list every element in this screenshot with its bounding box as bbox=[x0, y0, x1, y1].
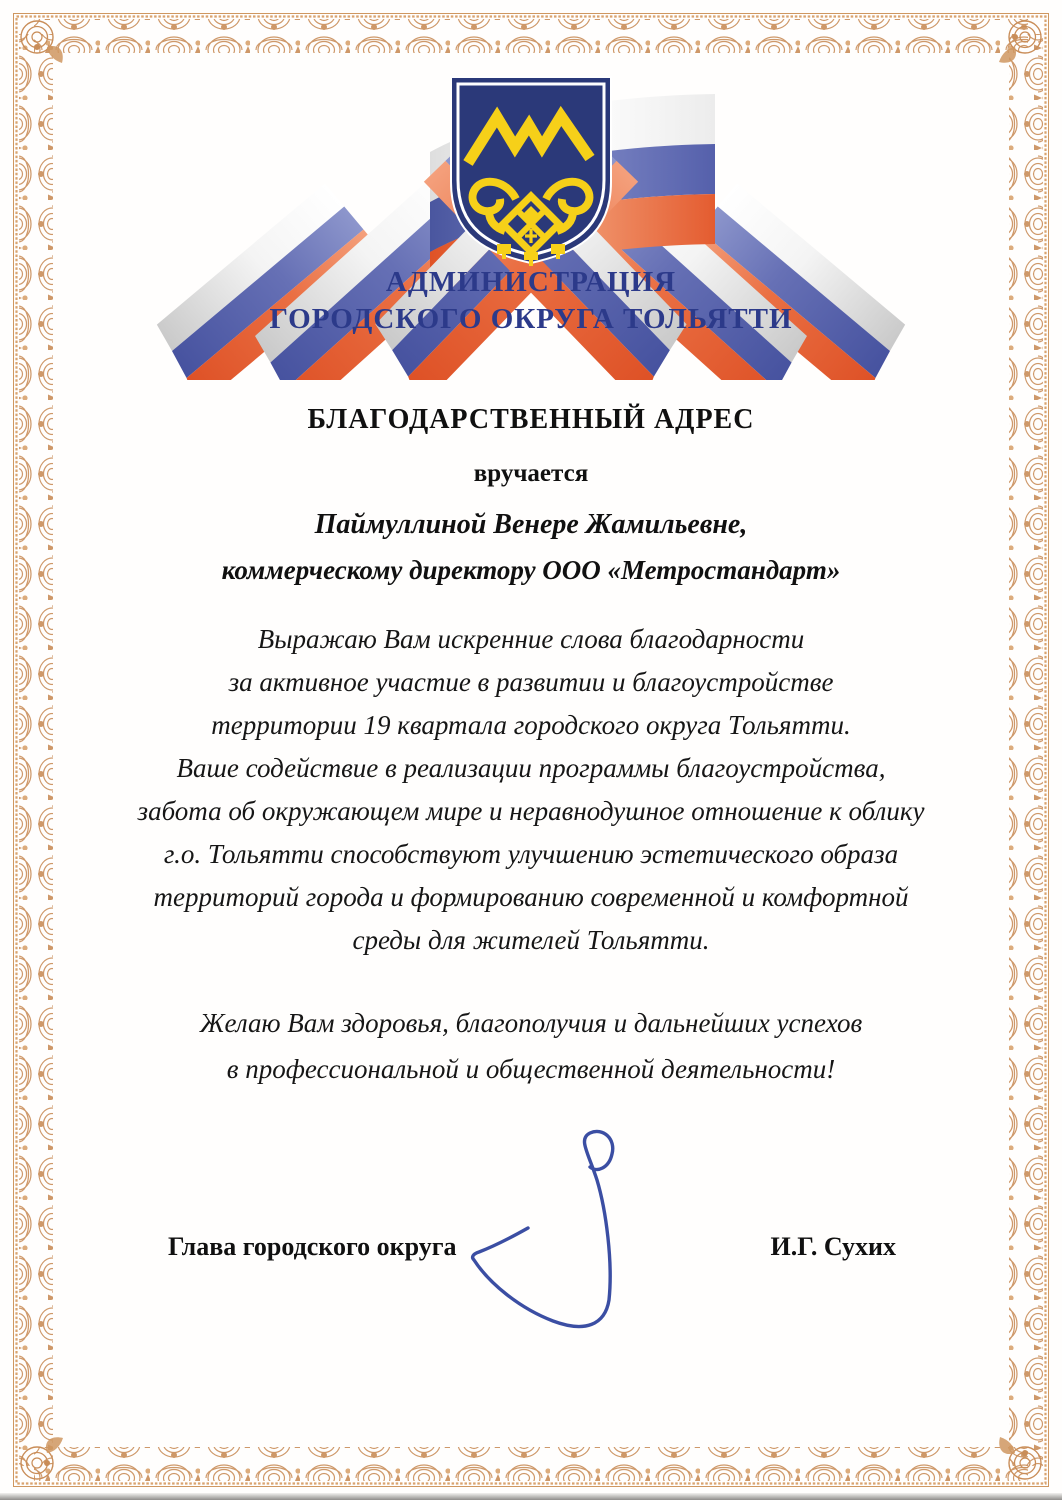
wish-line: в профессиональной и общественной деятельности! bbox=[226, 1054, 836, 1084]
presented-to-label: вручается bbox=[473, 460, 589, 487]
signatory-title: Глава городского округа bbox=[168, 1232, 457, 1261]
body-line: Выражаю Вам искренние слова благодарности bbox=[257, 624, 805, 654]
handwritten-signature bbox=[430, 1120, 690, 1360]
body-line: Ваше содействие в реализации программы благоустройства, bbox=[176, 753, 886, 783]
body-line: территорий города и формированию современной и комфортной bbox=[153, 882, 909, 912]
tolyatti-coat-of-arms bbox=[451, 77, 611, 266]
body-line: за активное участие в развитии и благоустройстве bbox=[228, 667, 834, 697]
scanner-edge-shadow bbox=[0, 1493, 1062, 1500]
body-line: среды для жителей Тольятти. bbox=[352, 925, 710, 955]
signatory-name: И.Г. Сухих bbox=[770, 1232, 896, 1261]
recipient-position: коммерческому директору ООО «Метростандарт» bbox=[221, 555, 841, 585]
org-name-line1: АДМИНИСТРАЦИЯ bbox=[385, 266, 677, 298]
org-name-line2: ГОРОДСКОГО ОКРУГА ТОЛЬЯТТИ bbox=[269, 303, 793, 335]
body-line: забота об окружающем мире и неравнодушное отношение к облику bbox=[137, 796, 925, 826]
body-line: территории 19 квартала городского округа Тольятти. bbox=[211, 710, 851, 740]
body-line: г.о. Тольятти способствуют улучшению эстетического образа bbox=[163, 839, 899, 869]
wish-line: Желаю Вам здоровья, благополучия и дальнейших успехов bbox=[199, 1008, 863, 1038]
recipient-name: Паймуллиной Венере Жамильевне, bbox=[314, 509, 748, 540]
document-title: БЛАГОДАРСТВЕННЫЙ АДРЕС bbox=[307, 404, 755, 435]
